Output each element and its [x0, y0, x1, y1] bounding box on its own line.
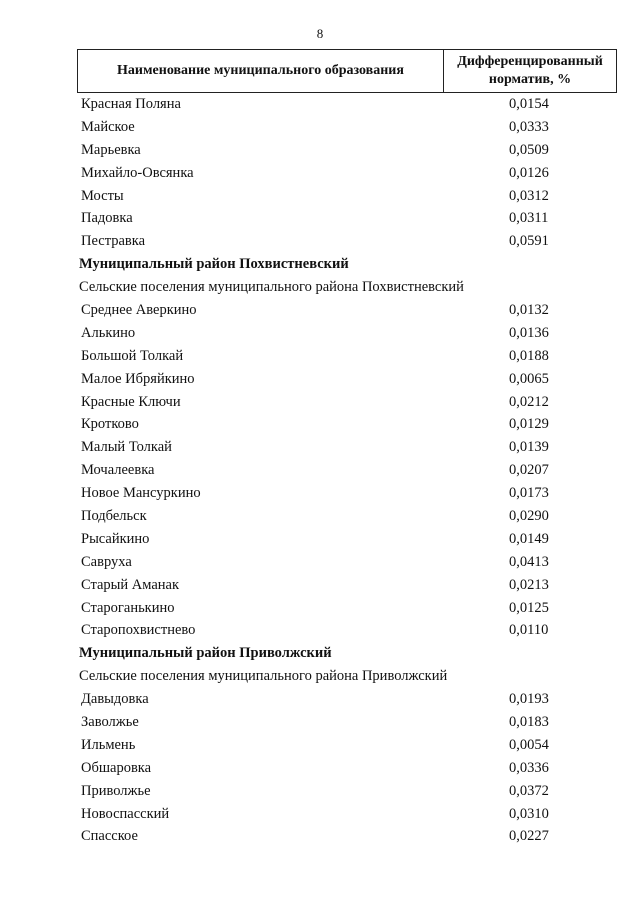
municipality-name: Красные Ключи [81, 393, 181, 410]
normative-value: 0,0065 [509, 370, 549, 387]
municipality-name: Новоспасский [81, 805, 170, 822]
normative-value: 0,0207 [509, 462, 549, 479]
municipality-name: Староганькино [81, 599, 175, 616]
table-row [0, 207, 640, 230]
table-row [0, 230, 640, 253]
normative-value: 0,0188 [509, 347, 549, 364]
normative-value: 0,0212 [509, 393, 549, 410]
municipality-name: Савруха [81, 553, 132, 570]
table-row [0, 368, 640, 391]
normative-value: 0,0149 [509, 530, 549, 547]
municipality-name: Красная Поляна [81, 95, 181, 112]
table-row [0, 619, 640, 642]
table-row [0, 757, 640, 780]
municipality-name: Малый Толкай [81, 439, 172, 456]
municipality-name: Алькино [81, 324, 136, 341]
municipality-name: Заволжье [81, 713, 139, 730]
settlements-subtitle: Сельские поселения муниципального района Похвистневский [79, 279, 464, 296]
table-row [0, 116, 640, 139]
municipality-name: Марьевка [81, 141, 141, 158]
normative-value: 0,0311 [509, 210, 549, 227]
municipality-name: Новое Мансуркино [81, 485, 201, 502]
normative-value: 0,0310 [509, 805, 549, 822]
table-row [0, 322, 640, 345]
page-number: 8 [316, 26, 324, 41]
municipality-name: Среднее Аверкино [81, 301, 197, 318]
municipality-name: Старый Аманак [81, 576, 180, 593]
table-row [0, 299, 640, 322]
normative-value: 0,0336 [509, 759, 549, 776]
normative-value: 0,0136 [509, 324, 549, 341]
header-name-column: Наименование муниципального образования [77, 50, 444, 92]
table-row [0, 482, 640, 505]
municipality-name: Мочалеевка [81, 462, 155, 479]
table-row [0, 574, 640, 597]
normative-value: 0,0132 [509, 301, 549, 318]
normative-value: 0,0054 [509, 736, 549, 753]
table-row [0, 436, 640, 459]
table-row [0, 780, 640, 803]
table-row [0, 345, 640, 368]
normative-value: 0,0193 [509, 691, 549, 708]
table-row [0, 803, 640, 826]
municipality-name: Пестравка [81, 233, 146, 250]
municipality-name: Кротково [81, 416, 139, 433]
subsection-heading-row [0, 276, 640, 299]
municipality-name: Приволжье [81, 782, 151, 799]
normative-value: 0,0110 [509, 622, 549, 639]
normative-value: 0,0154 [509, 95, 549, 112]
header-value-line2: норматив, % [488, 72, 572, 87]
normative-value: 0,0372 [509, 782, 549, 799]
normative-value: 0,0333 [509, 118, 549, 135]
municipality-name: Давыдовка [81, 691, 149, 708]
table-row [0, 139, 640, 162]
municipality-name: Малое Ибряйкино [81, 370, 195, 387]
normative-value: 0,0125 [509, 599, 549, 616]
table-row [0, 826, 640, 849]
table-row [0, 505, 640, 528]
normative-value: 0,0413 [509, 553, 549, 570]
municipality-name: Старопохвистнево [81, 622, 196, 639]
table-row [0, 93, 640, 116]
district-title: Муниципальный район Похвистневский [79, 256, 349, 273]
municipality-name: Падовка [81, 210, 133, 227]
normative-value: 0,0183 [509, 713, 549, 730]
settlements-subtitle: Сельские поселения муниципального района Приволжский [79, 668, 448, 685]
normative-value: 0,0139 [509, 439, 549, 456]
municipality-name: Большой Толкай [81, 347, 184, 364]
table-row [0, 597, 640, 620]
table-row [0, 391, 640, 414]
municipality-name: Обшаровка [81, 759, 152, 776]
table-row [0, 162, 640, 185]
header-value-line1: Дифференцированный [457, 54, 603, 69]
normative-value: 0,0129 [509, 416, 549, 433]
table-row [0, 459, 640, 482]
table-row [0, 688, 640, 711]
municipality-name: Ильмень [81, 736, 136, 753]
table-header [77, 49, 617, 93]
normative-value: 0,0227 [509, 828, 549, 845]
municipality-name: Рысайкино [81, 530, 150, 547]
municipality-name: Майское [81, 118, 135, 135]
table-row [0, 185, 640, 208]
table-row [0, 528, 640, 551]
municipality-name: Мосты [81, 187, 124, 204]
section-heading-row [0, 253, 640, 276]
table-body [0, 93, 640, 848]
normative-value: 0,0290 [509, 507, 549, 524]
normative-value: 0,0312 [509, 187, 549, 204]
subsection-heading-row [0, 665, 640, 688]
municipality-name: Подбельск [81, 507, 147, 524]
table-row [0, 551, 640, 574]
header-value-column [444, 50, 617, 92]
district-title: Муниципальный район Приволжский [79, 645, 332, 662]
table-row [0, 734, 640, 757]
normative-value: 0,0591 [509, 233, 549, 250]
normative-value: 0,0213 [509, 576, 549, 593]
normative-value: 0,0126 [509, 164, 549, 181]
table-row [0, 711, 640, 734]
municipality-name: Спасское [81, 828, 138, 845]
table-row [0, 413, 640, 436]
normative-value: 0,0173 [509, 485, 549, 502]
section-heading-row [0, 642, 640, 665]
municipality-name: Михайло-Овсянка [81, 164, 194, 181]
normative-value: 0,0509 [509, 141, 549, 158]
